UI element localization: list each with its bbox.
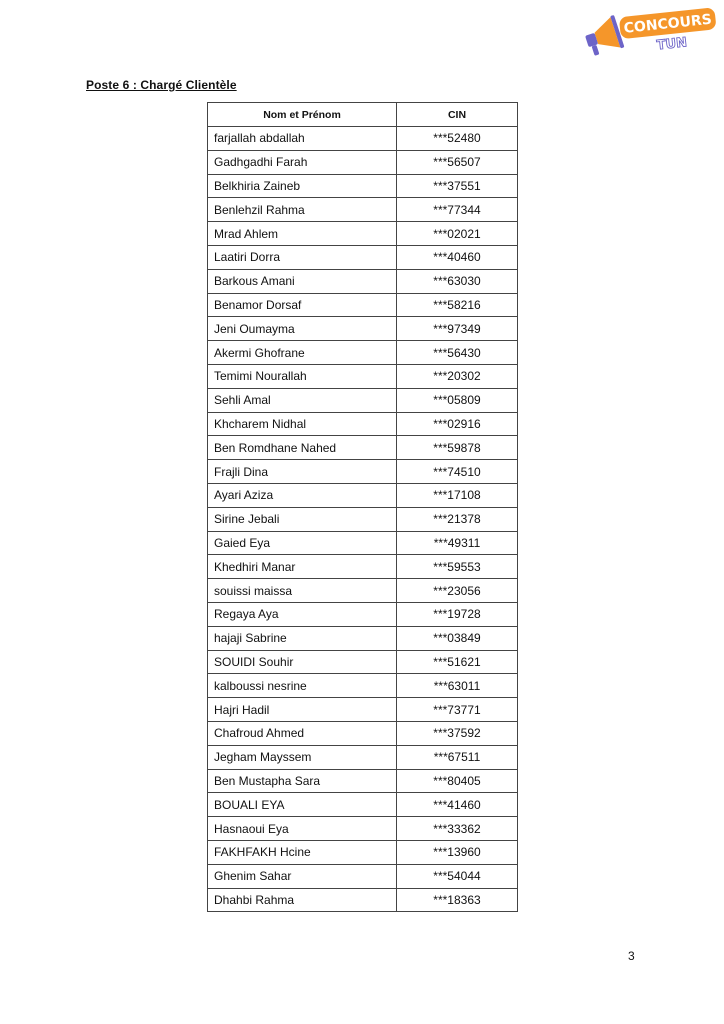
candidate-name: Gadhgadhi Farah bbox=[208, 150, 397, 174]
candidate-name: Frajli Dina bbox=[208, 460, 397, 484]
candidate-cin: ***18363 bbox=[397, 888, 518, 912]
candidate-name: Ben Romdhane Nahed bbox=[208, 436, 397, 460]
megaphone-icon bbox=[580, 6, 720, 56]
candidate-name: farjallah abdallah bbox=[208, 127, 397, 151]
table-row bbox=[208, 745, 518, 769]
candidate-cin: ***77344 bbox=[397, 198, 518, 222]
candidate-name: Akermi Ghofrane bbox=[208, 341, 397, 365]
candidate-name: FAKHFAKH Hcine bbox=[208, 840, 397, 864]
candidate-cin: ***21378 bbox=[397, 507, 518, 531]
candidate-cin: ***13960 bbox=[397, 840, 518, 864]
candidate-cin: ***52480 bbox=[397, 127, 518, 151]
candidate-cin: ***67511 bbox=[397, 745, 518, 769]
table-row bbox=[208, 674, 518, 698]
candidate-cin: ***33362 bbox=[397, 817, 518, 841]
candidate-name: Sehli Amal bbox=[208, 388, 397, 412]
candidate-cin: ***59878 bbox=[397, 436, 518, 460]
candidate-cin: ***19728 bbox=[397, 602, 518, 626]
candidate-cin: ***58216 bbox=[397, 293, 518, 317]
candidates-table bbox=[207, 102, 518, 912]
candidate-name: Khedhiri Manar bbox=[208, 555, 397, 579]
table-row bbox=[208, 626, 518, 650]
candidate-cin: ***56430 bbox=[397, 341, 518, 365]
table-row bbox=[208, 245, 518, 269]
candidate-name: Khcharem Nidhal bbox=[208, 412, 397, 436]
candidate-cin: ***23056 bbox=[397, 579, 518, 603]
candidate-name: Hasnaoui Eya bbox=[208, 817, 397, 841]
candidate-name: Gaied Eya bbox=[208, 531, 397, 555]
candidate-name: Ayari Aziza bbox=[208, 483, 397, 507]
table-row bbox=[208, 150, 518, 174]
candidate-cin: ***73771 bbox=[397, 698, 518, 722]
table-row bbox=[208, 698, 518, 722]
candidate-cin: ***49311 bbox=[397, 531, 518, 555]
candidate-cin: ***05809 bbox=[397, 388, 518, 412]
candidate-name: Regaya Aya bbox=[208, 602, 397, 626]
candidate-name: Temimi Nourallah bbox=[208, 364, 397, 388]
table-row bbox=[208, 769, 518, 793]
candidate-name: Belkhiria Zaineb bbox=[208, 174, 397, 198]
table-row bbox=[208, 864, 518, 888]
table-row bbox=[208, 341, 518, 365]
table-header-row bbox=[208, 103, 518, 127]
table-row bbox=[208, 840, 518, 864]
candidate-name: Laatiri Dorra bbox=[208, 245, 397, 269]
section-heading: Poste 6 : Chargé Clientèle bbox=[86, 78, 237, 92]
candidate-cin: ***37551 bbox=[397, 174, 518, 198]
candidate-cin: ***20302 bbox=[397, 364, 518, 388]
candidate-cin: ***59553 bbox=[397, 555, 518, 579]
candidate-cin: ***63030 bbox=[397, 269, 518, 293]
candidate-name: Dhahbi Rahma bbox=[208, 888, 397, 912]
candidate-name: Hajri Hadil bbox=[208, 698, 397, 722]
page-number: 3 bbox=[628, 949, 635, 963]
logo-text-concours: CONCOURS bbox=[623, 11, 713, 37]
candidate-name: Barkous Amani bbox=[208, 269, 397, 293]
candidate-cin: ***03849 bbox=[397, 626, 518, 650]
table-row bbox=[208, 293, 518, 317]
candidate-name: souissi maissa bbox=[208, 579, 397, 603]
candidate-cin: ***97349 bbox=[397, 317, 518, 341]
table-row bbox=[208, 579, 518, 603]
table-row bbox=[208, 555, 518, 579]
candidate-name: Sirine Jebali bbox=[208, 507, 397, 531]
table-row bbox=[208, 817, 518, 841]
candidate-name: Jegham Mayssem bbox=[208, 745, 397, 769]
candidate-cin: ***56507 bbox=[397, 150, 518, 174]
candidate-cin: ***63011 bbox=[397, 674, 518, 698]
table-row bbox=[208, 483, 518, 507]
candidate-name: SOUIDI Souhir bbox=[208, 650, 397, 674]
candidate-name: Benlehzil Rahma bbox=[208, 198, 397, 222]
candidate-cin: ***02021 bbox=[397, 222, 518, 246]
table-row bbox=[208, 531, 518, 555]
table-row bbox=[208, 888, 518, 912]
header-name: Nom et Prénom bbox=[208, 103, 397, 127]
candidate-name: Mrad Ahlem bbox=[208, 222, 397, 246]
candidate-cin: ***41460 bbox=[397, 793, 518, 817]
table-row bbox=[208, 436, 518, 460]
table-row bbox=[208, 127, 518, 151]
candidate-name: Chafroud Ahmed bbox=[208, 721, 397, 745]
table-row bbox=[208, 388, 518, 412]
candidate-cin: ***80405 bbox=[397, 769, 518, 793]
candidate-name: Benamor Dorsaf bbox=[208, 293, 397, 317]
candidate-name: hajaji Sabrine bbox=[208, 626, 397, 650]
candidate-cin: ***17108 bbox=[397, 483, 518, 507]
candidate-cin: ***74510 bbox=[397, 460, 518, 484]
table-row bbox=[208, 174, 518, 198]
table-row bbox=[208, 364, 518, 388]
table-row bbox=[208, 198, 518, 222]
candidate-name: Jeni Oumayma bbox=[208, 317, 397, 341]
candidate-cin: ***54044 bbox=[397, 864, 518, 888]
table-row bbox=[208, 222, 518, 246]
table-row bbox=[208, 793, 518, 817]
table-row bbox=[208, 721, 518, 745]
logo-text-tun: TUN bbox=[656, 35, 688, 54]
candidate-cin: ***02916 bbox=[397, 412, 518, 436]
candidate-name: kalboussi nesrine bbox=[208, 674, 397, 698]
header-cin: CIN bbox=[397, 103, 518, 127]
table-row bbox=[208, 317, 518, 341]
candidate-name: BOUALI EYA bbox=[208, 793, 397, 817]
table-row bbox=[208, 602, 518, 626]
table-row bbox=[208, 507, 518, 531]
table-row bbox=[208, 412, 518, 436]
candidate-name: Ghenim Sahar bbox=[208, 864, 397, 888]
candidate-name: Ben Mustapha Sara bbox=[208, 769, 397, 793]
table-row bbox=[208, 650, 518, 674]
candidate-cin: ***40460 bbox=[397, 245, 518, 269]
candidate-cin: ***51621 bbox=[397, 650, 518, 674]
table-row bbox=[208, 460, 518, 484]
candidate-cin: ***37592 bbox=[397, 721, 518, 745]
table-row bbox=[208, 269, 518, 293]
concours-tun-logo bbox=[580, 6, 720, 56]
